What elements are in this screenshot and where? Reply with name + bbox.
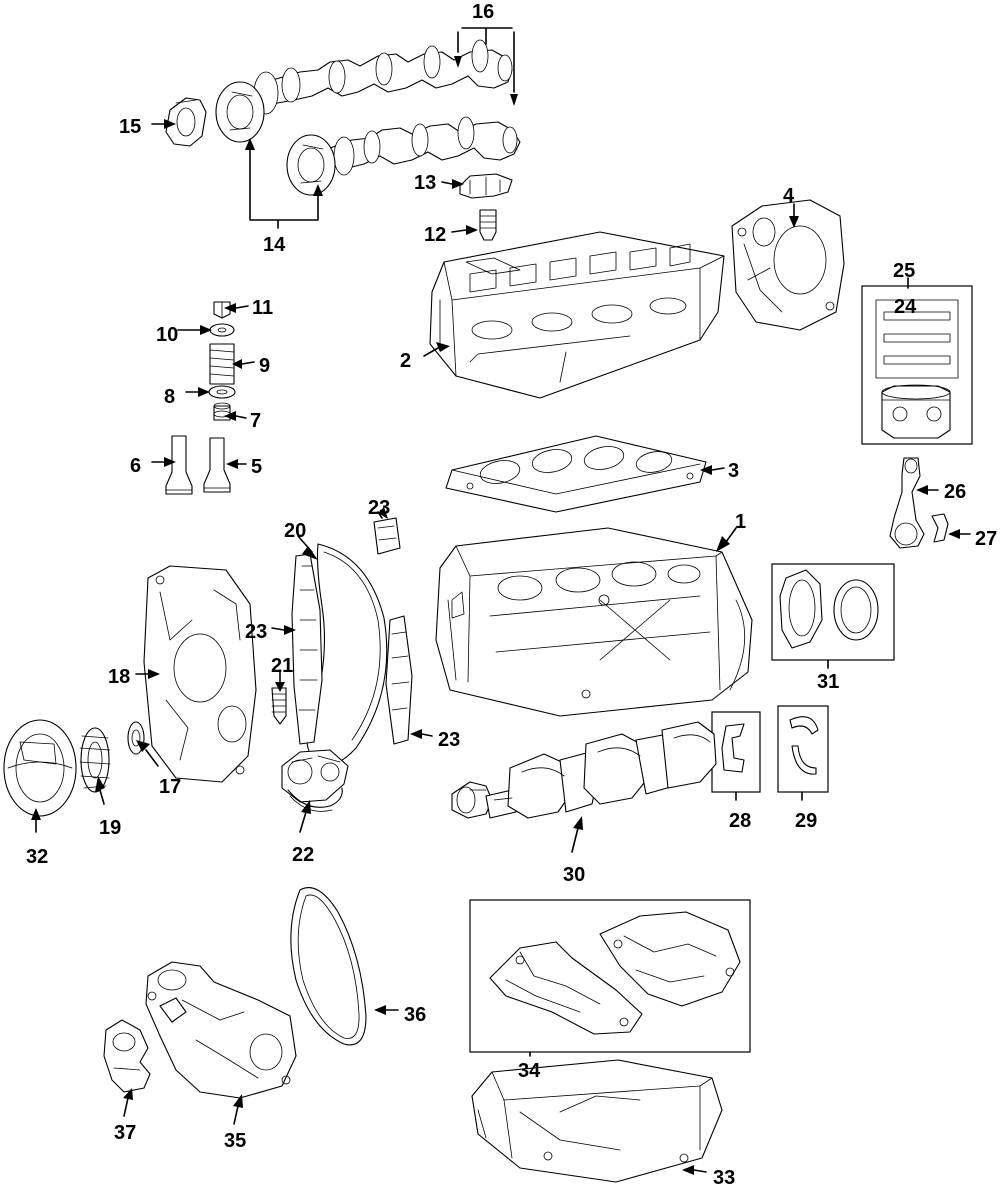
callout-23-left: 23 (245, 621, 268, 643)
callout-18: 18 (108, 666, 131, 688)
callout-10: 10 (156, 324, 179, 346)
oil-pan-illustration (472, 1060, 722, 1182)
callout-34: 34 (518, 1060, 541, 1082)
callout-13: 13 (414, 172, 437, 194)
cylinder-head-illustration (430, 232, 724, 398)
callout-33: 33 (713, 1167, 736, 1189)
callout-36: 36 (404, 1004, 427, 1026)
timing-chain-guide-tensioner-rail-illustration (292, 554, 322, 744)
callout-17: 17 (159, 776, 182, 798)
callout-22: 22 (292, 844, 315, 866)
drive-belt-illustration (291, 888, 366, 1045)
rear-main-seal-illustration (772, 564, 894, 660)
crankshaft-pulley-illustration (4, 720, 76, 816)
oil-baffle-box-illustration (470, 900, 750, 1052)
callout-32: 32 (26, 846, 49, 868)
callout-31: 31 (817, 671, 840, 693)
crankshaft-sprocket-illustration (80, 728, 110, 792)
rod-bearing-illustration (932, 514, 948, 542)
valve-spring-retainer-illustration (210, 324, 234, 336)
piston-assembly-box-illustration (862, 286, 972, 444)
connecting-rod-illustration (890, 458, 924, 548)
chain-tensioner-illustration (272, 688, 286, 724)
callout-30: 30 (563, 864, 586, 886)
callout-37: 37 (114, 1122, 137, 1144)
callout-4: 4 (783, 185, 795, 207)
timing-cover-lower-illustration (144, 566, 256, 782)
callout-28: 28 (729, 810, 752, 832)
callout-16: 16 (472, 1, 495, 23)
valve-spring-seat-illustration (209, 386, 235, 398)
oil-pump-illustration (146, 962, 296, 1098)
thrust-washer-illustration (712, 712, 760, 792)
callout-6: 6 (130, 455, 142, 477)
timing-chain-guide-right-illustration (386, 616, 412, 744)
callout-3: 3 (728, 460, 740, 482)
callout-23-right: 23 (438, 729, 461, 751)
head-gasket-illustration (446, 436, 706, 512)
crankshaft-illustration (452, 722, 716, 818)
balance-shaft-chain-assembly-illustration (282, 750, 348, 811)
callout-11: 11 (252, 297, 274, 319)
oil-pressure-sensor-illustration (104, 1020, 150, 1092)
timing-chain-guide-upper-illustration (374, 518, 400, 554)
callout-27: 27 (975, 528, 998, 550)
callout-21: 21 (271, 655, 294, 677)
callout-8: 8 (164, 386, 176, 408)
main-bearing-shell-illustration (778, 706, 828, 792)
valve-lifter-illustration (480, 210, 496, 240)
callout-9: 9 (259, 355, 271, 377)
callout-23-upper: 23 (368, 497, 391, 519)
callout-35: 35 (224, 1130, 247, 1152)
valve-keeper-illustration (214, 302, 230, 318)
callout-15: 15 (119, 116, 142, 138)
valve-bridge-illustration (460, 174, 512, 198)
engine-block-illustration (436, 528, 752, 716)
callout-25: 25 (893, 260, 916, 282)
callout-24: 24 (894, 296, 917, 318)
callout-1: 1 (735, 511, 747, 533)
callout-19: 19 (99, 817, 122, 839)
callout-2: 2 (400, 350, 412, 372)
callout-7: 7 (250, 410, 262, 432)
callout-14: 14 (263, 234, 286, 256)
camshaft-end-cap-illustration (166, 98, 206, 146)
callout-29: 29 (795, 810, 818, 832)
intake-valve-illustration (166, 436, 192, 494)
callout-20: 20 (284, 520, 307, 542)
callout-26: 26 (944, 481, 967, 503)
callout-5: 5 (251, 456, 263, 478)
valve-spring-illustration (210, 344, 234, 384)
exhaust-valve-illustration (204, 438, 230, 492)
callout-12: 12 (424, 224, 447, 246)
timing-cover-upper-illustration (732, 200, 844, 330)
